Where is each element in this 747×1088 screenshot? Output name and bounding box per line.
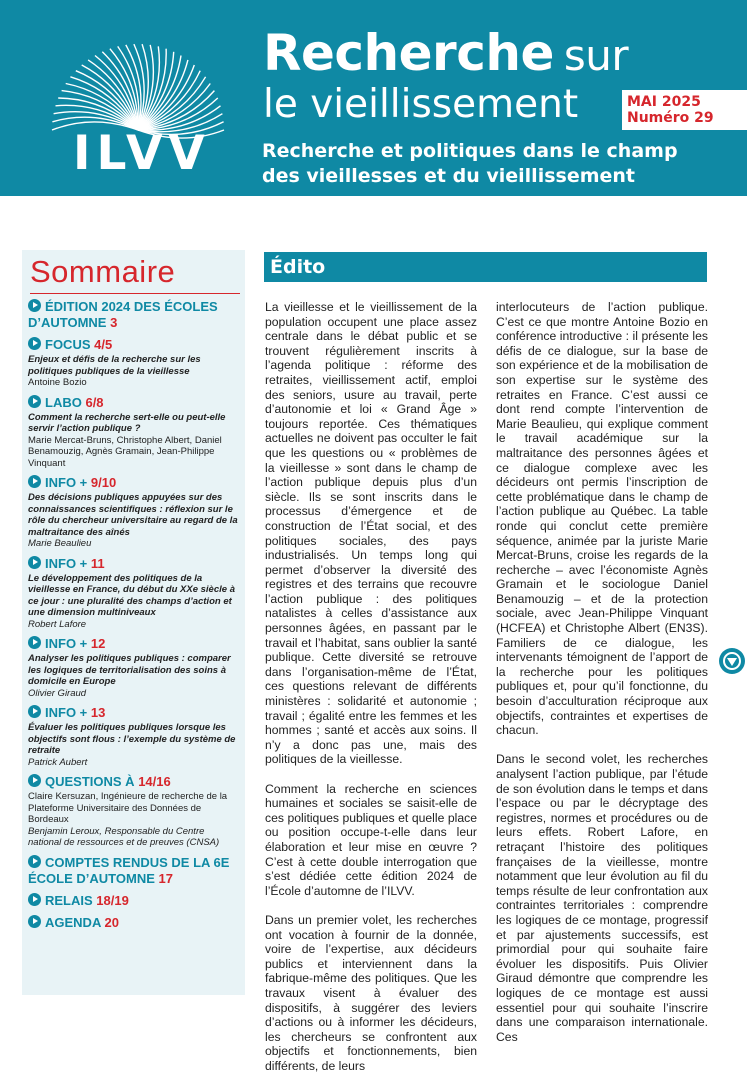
scroll-down-icon[interactable] [719,648,745,674]
arrow-right-icon [28,705,41,718]
toc-heading[interactable] [28,774,240,790]
toc-author: Marie Beaulieu [28,538,92,549]
title-main: Recherche [263,24,554,82]
toc-heading[interactable] [28,636,240,652]
edito-column-2 [496,300,708,1059]
arrow-right-icon [28,893,41,906]
toc-pages: 9/10 [90,475,117,490]
toc-pages: 11 [90,555,105,571]
toc-pages: 17 [158,870,173,886]
logo-text: ILVV [73,126,211,181]
issue-date: MAI 2025 [627,94,701,110]
toc-pages: 12 [90,636,106,651]
arrow-right-icon [28,395,41,408]
toc-label: LABO [45,394,82,410]
toc-description: Des décisions publiques appuyées sur des connaissances scientifiques : réflexion sur le rôle du chercheur universitaire au regard de la maltraitance des aînés [28,492,238,538]
toc-pages: 20 [104,914,119,930]
toc-heading[interactable] [28,475,240,491]
toc-label: ÉDITION 2024 DES ÉCOLES D’AUTOMNE [28,299,218,330]
toc-heading[interactable] [28,337,240,353]
toc-heading[interactable] [28,299,240,331]
edito-header-bar [264,252,707,282]
edito-title: Édito [270,256,326,278]
toc-item[interactable] [28,636,240,699]
toc-label: RELAIS [45,892,93,908]
subtitle: Recherche et politiques dans le champ des vieillesses et du vieillissement [262,140,678,187]
arrow-right-icon [28,475,41,488]
toc-label: INFO + [45,475,88,490]
toc-label: COMPTES RENDUS DE LA 6E ÉCOLE D’AUTOMNE [28,854,230,886]
toc-item[interactable] [28,299,240,331]
sommaire-title: Sommaire [30,254,176,289]
toc-author: Olivier Giraud [28,687,87,699]
toc-label: FOCUS [45,337,91,352]
arrow-right-icon [28,915,41,928]
arrow-right-icon [28,299,41,312]
title-sur: sur [563,31,629,80]
edito-paragraph: Dans le second volet, les recherches analysent l’action publique, par l’étude de son évolution dans le temps et dans l’espace ou par le décryptage des registres, normes et procédures ou de leurs effets. Robert Lafore, en retraçant l’histoire des politiques françaises de la vieillesse, montre notamment que leur évolution au fil du temps résulte de leur confrontation aux contraintes territoriales : comprendre les logiques de ce montage, progressif et par ajustements successifs, est primordial pour qui souhaite faire évoluer les dispositifs. Puis Olivier Giraud démontre que comprendre les logiques de ce montage est aussi essentiel pour qui souhaite l’inscrire dans une comparaison internationale. Ces [496,752,708,1044]
arrow-right-icon [28,636,41,649]
title-line2: le vieillissement [263,82,579,127]
toc-item[interactable] [28,337,240,389]
arrow-right-icon [28,855,41,868]
toc-description: Le développement des politiques de la vieillesse en France, du début du XXe siècle à ce jour : une pluralité des champs d’action et une dimension multiniveaux [28,572,235,618]
toc-label: INFO + [45,636,88,651]
toc-item[interactable] [28,915,240,931]
toc-pages: 18/19 [96,892,129,908]
toc-description: Analyser les politiques publiques : comparer les logiques de territorialisation des soins à domicile en Europe [28,653,231,687]
toc-item[interactable] [28,395,240,470]
toc-pages: 14/16 [138,774,171,789]
toc-pages: 4/5 [94,337,113,352]
edito-paragraph: La vieillesse et le vieillissement de la population occupent une place assez centrale dans le débat public et se trouvent régulièrement inscrits à l’agenda politique : réforme des retraites, vieillissement actif, emploi des seniors, usure au travail, perte d’autonomie et loi « Grand Âge » toujours reportée. Ces thématiques actuelles ne doivent pas occulter le fait que les questions ou « problèmes de la vieillesse » sont dans le champ de l’action publique depuis plus d’un siècle. Ils se sont inscrits dans le processus d’émergence et de construction de l’État social, et des politiques sociales, des pays industrialisés. Un temps long qui permet d’observer la diversité des registres et des terrains que recouvre l’action publique : des politiques natalistes à celles d’assistance aux personnes âgées, en passant par le travail et l’habitat, sans oublier la santé publique. Cette diversité se retrouve dans l’organisation-même de l’État, ces questions relevant de différents ministères : solidarité et autonomie ; travail ; égalité entre les femmes et les hommes ; santé et accès aux soins. Il n’y a donc pas une, mais des politiques de la vieillesse. [265,300,477,767]
toc-description: Enjeux et défis de la recherche sur les politiques publiques de la vieillesse [28,354,201,377]
edito-paragraph: Dans un premier volet, les recherches ont vocation à fournir de la donnée, voire de l’expertise, aux décideurs publics et interviennent dans la fabrique-même des politiques. Que les travaux visent à évaluer des dispositifs, à suggérer des leviers d’actions ou à informer les décideurs, les chercheurs se confrontent aux objectifs et fonctionnements, bien différents, de leurs [265,912,477,1073]
toc-label: AGENDA [45,914,101,930]
toc-heading[interactable] [28,556,240,572]
toc-author: Marie Mercat-Bruns, Christophe Albert, Daniel Benamouzig, Agnès Gramain, Jean-Philippe Vinquant [28,434,222,469]
toc-description: Comment la recherche sert-elle ou peut-elle servir l’action publique ? [28,411,226,434]
toc-author: Robert Lafore [28,618,87,630]
toc-label: QUESTIONS À [45,774,135,789]
issue-number: Numéro 29 [627,110,714,126]
table-of-contents [28,299,240,937]
toc-author: Antoine Bozio [28,377,87,388]
arrow-right-icon [28,337,41,350]
toc-label: INFO + [45,705,88,720]
toc-author: Benjamin Leroux, Responsable du Centre national de ressources et de preuves (CNSA) [28,825,220,848]
toc-heading[interactable] [28,855,240,887]
masthead [0,0,747,196]
toc-heading[interactable] [28,395,240,411]
divider [30,293,240,294]
issue-badge [622,90,747,130]
arrow-right-icon [28,774,41,787]
toc-contributor: Claire Kersuzan, Ingénieure de recherche de la Plateforme Universitaire des Données de Bordeaux [28,791,228,825]
toc-heading[interactable] [28,915,240,931]
toc-item[interactable] [28,774,240,849]
toc-description: Évaluer les politiques publiques lorsque les objectifs sont flous : l’exemple du système de retraite [28,722,236,756]
edito-column-1 [265,300,477,1088]
toc-label: INFO + [45,555,88,571]
page-title [263,24,629,82]
toc-pages: 13 [90,705,106,720]
toc-item[interactable] [28,556,240,631]
edito-paragraph: Comment la recherche en sciences humaines et sociales se saisit-elle de ces politiques publiques et quelle place ou position occupe-t-elle dans leur élaboration et leur mise en œuvre ? C’est à cette double interrogation que s’est dédiée cette édition 2024 de l’École d’automne de l’ILVV. [265,781,477,898]
toc-item[interactable] [28,855,240,887]
toc-item[interactable] [28,893,240,909]
toc-heading[interactable] [28,893,240,909]
toc-pages: 6/8 [85,394,104,410]
toc-heading[interactable] [28,705,240,721]
toc-pages: 3 [110,315,118,330]
arrow-right-icon [28,556,41,569]
toc-author: Patrick Aubert [28,756,88,768]
toc-item[interactable] [28,705,240,768]
toc-item[interactable] [28,475,240,550]
edito-paragraph: interlocuteurs de l’action publique. C’est ce que montre Antoine Bozio en conférence introductive : il présente les défis de ce dialogue, sur la base de son expérience et de la mobilisation de son expertise sur le système des retraites en France. C’est aussi ce dont rend compte l’intervention de Marie Beaulieu, qui explique comment le travail académique sur la maltraitance des personnes âgées et ce dialogue complexe avec les décideurs ont permis l’inscription de cette problématique dans le champ de l’action publique au Québec. La table ronde qui conclut cette première séquence, animée par la juriste Marie Mercat-Bruns, croise les regards de la recherche – avec l’économiste Agnès Gramain et le sociologue Daniel Benamouzig – et de la protection sociale, avec Jean-Philippe Vinquant (HCFEA) et Christophe Albert (EN3S). Familiers de ce dialogue, les intervenants témoignent de l’apport de la recherche pour les politiques publiques et, pour qu’il fonctionne, du besoin d’acculturation réciproque aux objectifs, contraintes et expertises de chacun. [496,300,708,738]
